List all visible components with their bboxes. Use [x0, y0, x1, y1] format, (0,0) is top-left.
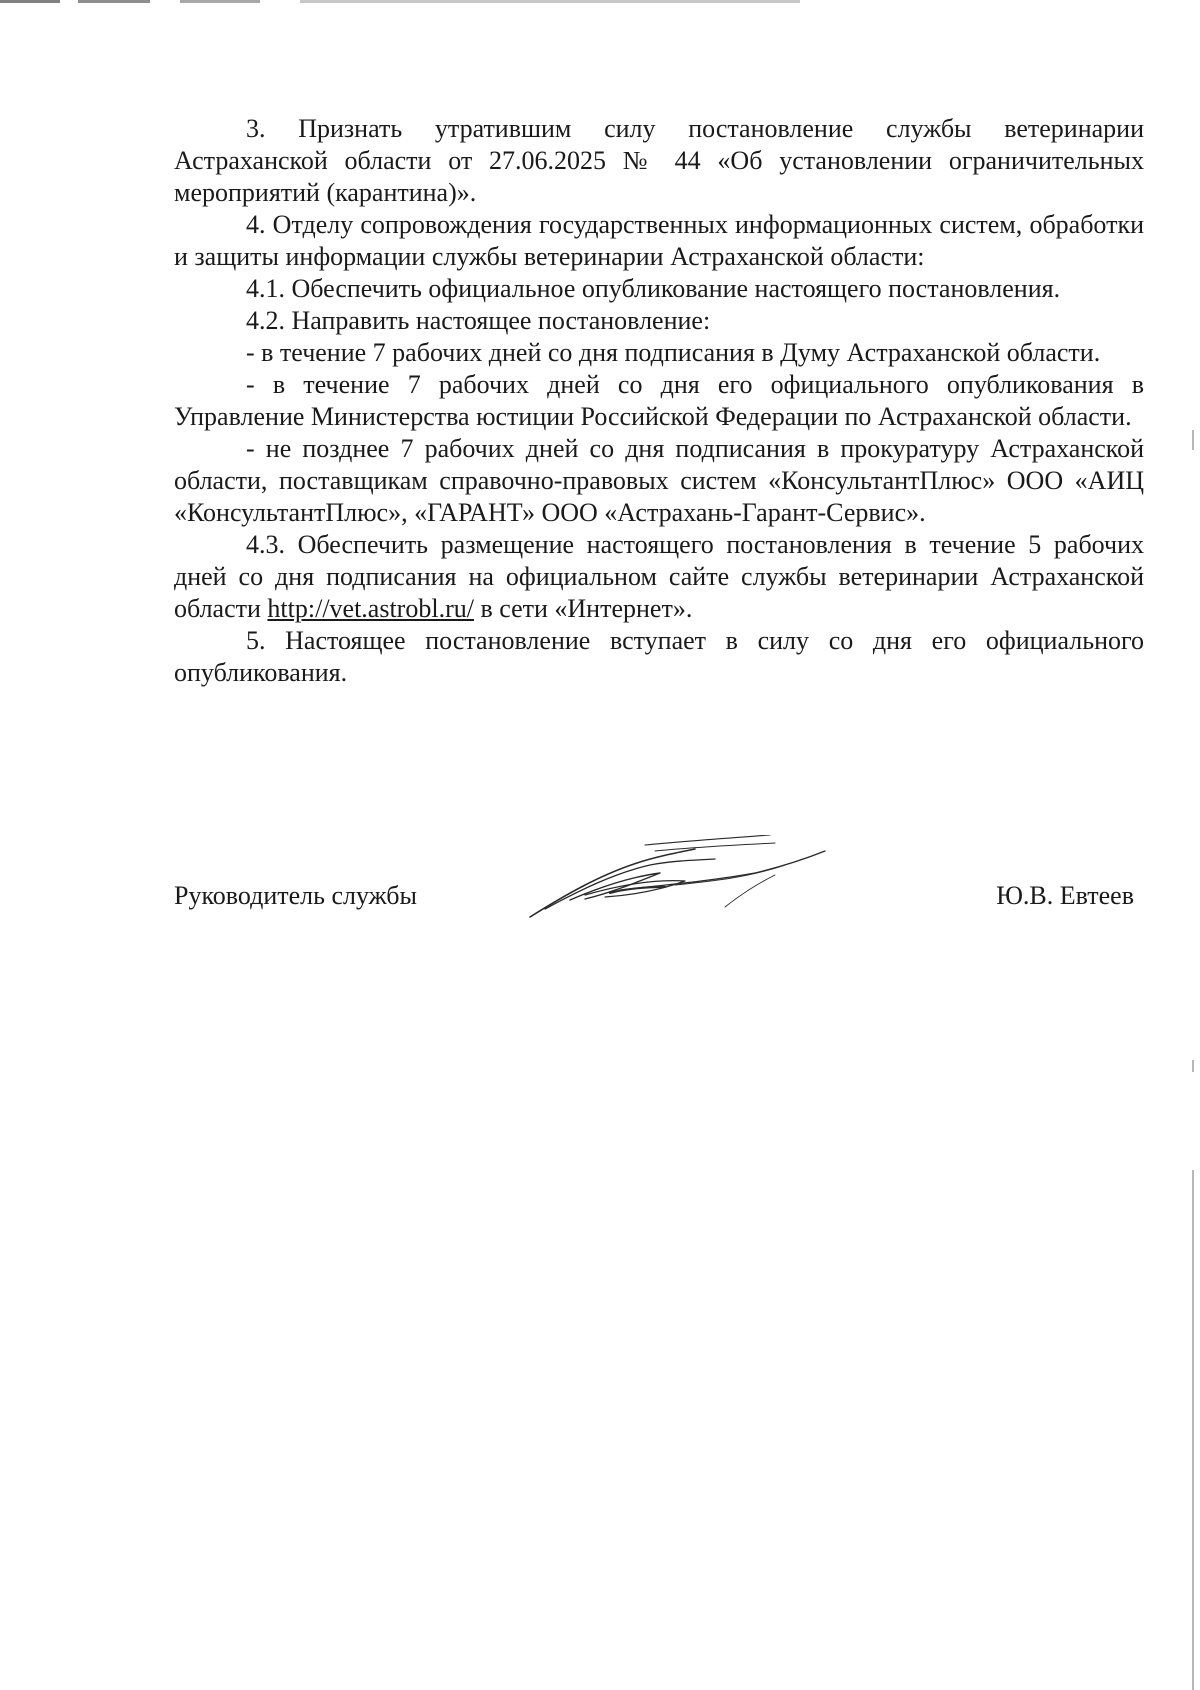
paragraph-4-2: 4.2. Направить настоящее постановление: [246, 306, 711, 335]
paragraph-3: 3. Признать утратившим силу постановление службы ветеринарии Астраханской области от 27.06.2025 № 44 «Об установлении ограничительных мероприятий (карантина)». [174, 114, 1144, 207]
scan-right-edge-line [1192, 1170, 1194, 1690]
signer-position: Руководитель службы [174, 881, 417, 910]
scan-top-edge [0, 0, 800, 3]
document-body [174, 113, 1144, 689]
paragraph-4-3-tail: в сети «Интернет». [473, 594, 693, 623]
signature-block [174, 880, 1134, 930]
scan-right-edge-mark [1192, 430, 1194, 450]
paragraph-4-1: 4.1. Обеспечить официальное опубликование настоящего постановления. [246, 274, 1061, 303]
website-link[interactable]: http://vet.astrobl.ru/ [267, 594, 474, 623]
paragraph-4-3-text: 4.3. Обеспечить размещение настоящего постановления в течение 5 рабочих дней со дня подписания на официальном сайте службы ветеринарии Астраханской области [174, 530, 1144, 623]
signer-name: Ю.В. Евтеев [996, 881, 1134, 910]
paragraph-4-2-prosecutor: - не позднее 7 рабочих дней со дня подписания в прокуратуру Астраханской области, поставщикам справочно-правовых систем «КонсультантПлюс» ООО «АИЦ «КонсультантПлюс», «ГАРАНТ» ООО «Астрахань-Гарант-Сервис». [174, 434, 1144, 527]
paragraph-4-2-minjust: - в течение 7 рабочих дней со дня его официального опубликования в Управление Министерства юстиции Российской Федерации по Астраханской области. [174, 370, 1144, 431]
scan-right-edge-mark [1192, 1060, 1194, 1072]
paragraph-4: 4. Отделу сопровождения государственных информационных систем, обработки и защиты информации службы ветеринарии Астраханской области: [174, 210, 1144, 271]
paragraph-4-2-duma: - в течение 7 рабочих дней со дня подписания в Думу Астраханской области. [246, 338, 1101, 367]
paragraph-5: 5. Настоящее постановление вступает в силу со дня его официального опубликования. [174, 626, 1144, 687]
paragraph-4-3 [174, 529, 1144, 625]
